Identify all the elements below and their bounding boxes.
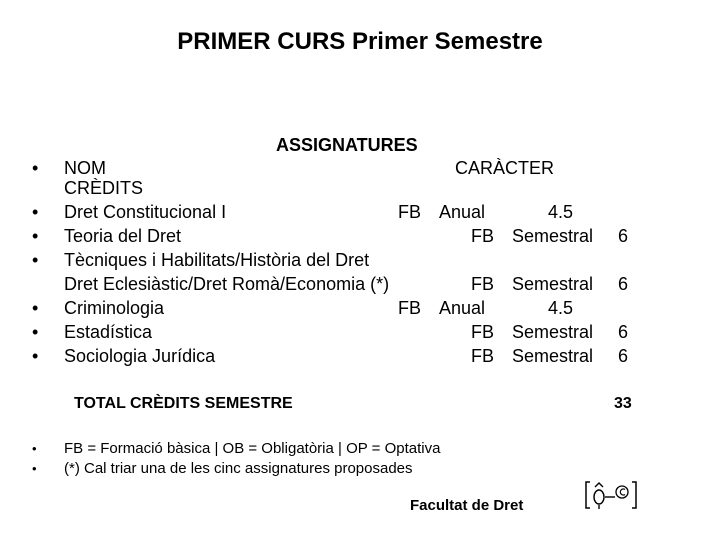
section-heading: ASSIGNATURES — [276, 135, 418, 155]
header-character: CARÀCTER — [455, 158, 555, 178]
subject-type: FB — [471, 226, 495, 246]
slide-title: PRIMER CURS Primer Semestre — [177, 28, 543, 55]
bullet-icon: • — [32, 226, 39, 246]
subject-term: Semestral — [512, 226, 594, 246]
subject-name: Tècniques i Habilitats/Història del Dret — [64, 250, 370, 270]
subject-term: Anual — [439, 202, 486, 222]
subject-credits: 6 — [618, 274, 629, 294]
subject-name-line2: Dret Eclesiàstic/Dret Romà/Economia (*) — [64, 274, 390, 294]
subject-type: FB — [398, 298, 422, 318]
subject-name: Criminologia — [64, 298, 165, 318]
subject-credits: 6 — [618, 226, 629, 246]
subject-term: Semestral — [512, 322, 594, 342]
subject-term: Semestral — [512, 346, 594, 366]
total-label: TOTAL CRÈDITS SEMESTRE — [74, 395, 293, 412]
subject-name: Dret Constitucional I — [64, 202, 227, 222]
subject-name: Sociologia Jurídica — [64, 346, 216, 366]
bullet-icon: • — [32, 322, 39, 342]
bullet-icon: • — [32, 202, 39, 222]
subject-term: Semestral — [512, 274, 594, 294]
subject-type: FB — [398, 202, 422, 222]
subject-credits: 6 — [618, 346, 629, 366]
legend-note: FB = Formació bàsica | OB = Obligatòria | OP = Optativa — [64, 440, 441, 457]
choice-note: (*) Cal triar una de les cinc assignatures proposades — [64, 460, 413, 477]
subject-name: Estadística — [64, 322, 153, 342]
subject-credits: 6 — [618, 322, 629, 342]
header-name: NOM — [64, 158, 106, 178]
subject-term: Anual — [439, 298, 486, 318]
subject-type: FB — [471, 274, 495, 294]
subject-type: FB — [471, 322, 495, 342]
faculty-logo-icon — [582, 478, 640, 512]
faculty-footer: Facultat de Dret — [410, 497, 524, 514]
subject-name: Teoria del Dret — [64, 226, 182, 246]
bullet-icon: • — [32, 250, 39, 270]
bullet-icon: • — [32, 441, 37, 456]
subject-credits: 4.5 — [548, 202, 574, 222]
header-credits: CRÈDITS — [64, 178, 144, 198]
bullet-icon: • — [32, 346, 39, 366]
bullet-icon: • — [32, 461, 37, 476]
total-value: 33 — [614, 395, 632, 412]
bullet-icon: • — [32, 298, 39, 318]
subject-credits: 4.5 — [548, 298, 574, 318]
subject-type: FB — [471, 346, 495, 366]
bullet-icon: • — [32, 158, 39, 178]
